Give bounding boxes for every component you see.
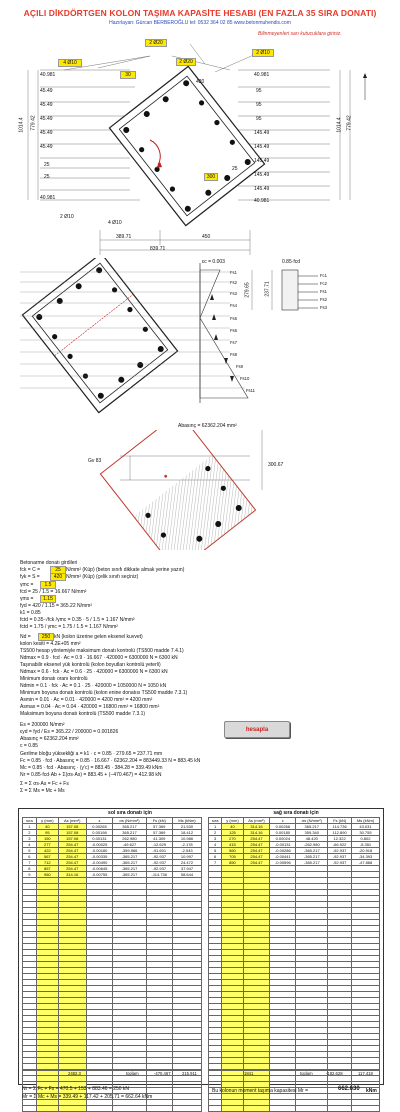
- eps-yd-line: εyd = fyd / Es = 365.22 / 200000 = 0.001826: [20, 729, 119, 735]
- table-cell: -0.00025: [86, 842, 113, 848]
- table-cell[interactable]: 254.47: [243, 836, 270, 842]
- table-cell: 365.217: [113, 830, 146, 836]
- depth-c-label: 279.65: [244, 282, 251, 298]
- steel-label-3: Fs3: [230, 291, 237, 296]
- table-cell[interactable]: 422: [36, 848, 58, 854]
- compression-zone-drawing: [0, 430, 400, 550]
- column-header: Fs (kN): [146, 818, 172, 824]
- es-line: Es = 200000 N/mm²: [20, 722, 65, 728]
- left-table-title: sol sıra donatı için: [108, 810, 152, 816]
- table-cell[interactable]: 560: [222, 848, 243, 854]
- column-header: y (mm): [36, 818, 58, 824]
- table-cell[interactable]: 314.16: [243, 824, 270, 830]
- result-unit: kNm: [366, 1088, 377, 1094]
- table-cell[interactable]: 157.08: [58, 836, 86, 842]
- check-line-5: Minimum donatı oranı kontrolü: [20, 676, 88, 682]
- column-header: ε: [270, 818, 296, 824]
- table-cell[interactable]: 254.47: [243, 854, 270, 860]
- bars-bottom-mid-label: 4 Ø10: [108, 220, 122, 226]
- table-cell: 0.00131: [86, 836, 113, 842]
- table-cell[interactable]: [243, 1106, 270, 1112]
- table-cell: 10.986: [172, 836, 201, 842]
- force-label-1: Fc1: [320, 273, 327, 278]
- table-cell: 57.369: [146, 824, 172, 830]
- table-cell: 37.947: [172, 866, 201, 872]
- nd-desc: kN (kolon üzerine gelen eksenel kuvvet): [54, 634, 143, 640]
- fck-label: fck = C =: [20, 567, 41, 573]
- gamma-s-input[interactable]: 1.15: [40, 595, 56, 603]
- block-line-1: Gerilme bloğu yüksekliği a = k1 · c = 0.85 · 279.65 = 237.71 mm: [20, 751, 163, 757]
- table-cell: 0.802: [351, 836, 379, 842]
- table-cell: [351, 1106, 379, 1112]
- table-cell: [86, 1106, 113, 1112]
- gamma-s-label: γms =: [20, 596, 34, 602]
- table-cell: -0.00645: [86, 866, 113, 872]
- left-dim-8: 25: [44, 174, 50, 180]
- table-cell: -0.00441: [270, 854, 296, 860]
- table-cell: 4: [23, 842, 37, 848]
- table-cell: -2.543: [172, 848, 201, 854]
- table-cell: -20.918: [351, 848, 379, 854]
- bars-bottom-left-label: 2 Ø10: [60, 214, 74, 220]
- check-line-10: Maksimum boyuna donatı kontrolü (TS500 madde 7.3.1): [20, 711, 146, 717]
- column-header: y (mm): [222, 818, 243, 824]
- table-cell: [209, 1106, 222, 1112]
- table-cell: -114.736: [146, 872, 172, 878]
- column-header: Ms (kNm): [172, 818, 201, 824]
- left-totals-row: [22, 1070, 202, 1076]
- table-cell[interactable]: [36, 1106, 58, 1112]
- nd-label: Nd =: [20, 634, 31, 640]
- table-cell: [113, 1106, 146, 1112]
- inputs-heading: Betonarme donatı girdileri: [20, 560, 78, 566]
- table-cell: [270, 1106, 296, 1112]
- table-cell: -0.00286: [270, 848, 296, 854]
- right-dim-3: 95: [256, 102, 262, 108]
- right-dim-6: 145.49: [254, 144, 270, 150]
- column-header: As (mm²): [243, 818, 270, 824]
- table-cell: 1: [209, 824, 222, 830]
- table-cell: 48.420: [296, 836, 328, 842]
- steel-label-11: Fs11: [246, 388, 255, 393]
- table-cell: -92.937: [146, 854, 172, 860]
- table-cell: 365.217: [113, 824, 146, 830]
- table-cell: -365.217: [113, 854, 146, 860]
- table-row: [209, 1106, 380, 1112]
- table-cell: [146, 1106, 172, 1112]
- table-cell: -0.00180: [86, 848, 113, 854]
- table-cell: 0.00198: [86, 830, 113, 836]
- bars-top-mid-input[interactable]: 2 Ø20: [145, 39, 167, 47]
- height-right: 779.42: [346, 115, 353, 131]
- fctd-line: fctd = 0.35·√fck /γmc = 0.35 · 5 / 1.5 = 1.167 N/mm²: [20, 617, 135, 623]
- bars-top-left-input[interactable]: 4 Ø10: [58, 59, 82, 67]
- table-cell[interactable]: 415: [222, 842, 243, 848]
- table-cell: -92.937: [146, 866, 172, 872]
- column-header: sıra: [23, 818, 37, 824]
- table-cell: 3: [23, 836, 37, 842]
- bars-top-right-input[interactable]: 2 Ø10: [252, 49, 274, 57]
- sum-line-2: Σ = Σ Ms = Mc + Ms: [20, 788, 65, 794]
- table-cell: 359.340: [296, 830, 328, 836]
- author-line: Hazırlayan: Gürcan BERBEROĞLU tel: 0532 364 02 85 www.betonmuhendis.com: [109, 20, 291, 26]
- table-cell: -66.922: [328, 842, 352, 848]
- right-dim-7: 145.49: [254, 158, 270, 164]
- compression-area: Abasınç = 62362.204 mm²: [178, 423, 237, 429]
- right-total-fs: -182.628: [326, 1071, 343, 1076]
- sum-line-1: Σ = Σ σs·As = Fc + Fs: [20, 781, 69, 787]
- table-cell[interactable]: 125: [222, 830, 243, 836]
- right-table-title: sağ sıra donatı için: [273, 810, 319, 816]
- table-cell[interactable]: 157.08: [58, 830, 86, 836]
- table-cell: -92.937: [328, 854, 352, 860]
- check-line-1: TS500 hesap yöntemiyle maksimum donatı kontrolü (TS500 madde 7.4.1): [20, 648, 184, 654]
- table-cell: -365.217: [296, 848, 328, 854]
- right-total-label: toplam: [300, 1071, 313, 1076]
- left-total-fs: -470.467: [154, 1071, 171, 1076]
- table-row: [23, 1106, 202, 1112]
- steel-label-4: Fs4: [230, 303, 237, 308]
- left-dim-9: 40.981: [40, 195, 56, 201]
- right-dim-9: 145.49: [254, 186, 270, 192]
- table-cell[interactable]: 254.47: [243, 848, 270, 854]
- c-line: c = 0.85: [20, 743, 38, 749]
- fyk-input[interactable]: 420: [50, 573, 66, 581]
- table-cell: -91.601: [146, 848, 172, 854]
- table-cell: -0.00755: [86, 872, 113, 878]
- fck-input[interactable]: 25: [50, 566, 66, 574]
- angle-input[interactable]: 30: [120, 71, 136, 79]
- table-cell[interactable]: 277: [36, 842, 58, 848]
- left-rebar-table: [22, 817, 202, 1112]
- block-line-4: Nr = 0.85·fcd·Ab + Σ(σs·As) = 883.45 + (−470.467) = 412.98 kN: [20, 772, 162, 778]
- table-cell: 9: [23, 872, 37, 878]
- table-cell: -0.00490: [86, 860, 113, 866]
- table-cell: 7: [23, 860, 37, 866]
- calculate-button[interactable]: hesapla: [224, 721, 290, 738]
- table-cell: 112.890: [328, 830, 352, 836]
- cover-label: 25: [232, 166, 238, 172]
- steel-label-10: Fs10: [240, 376, 250, 381]
- table-cell[interactable]: 254.47: [58, 854, 86, 860]
- table-cell: -0.00131: [270, 842, 296, 848]
- right-dim-2: 95: [256, 88, 262, 94]
- table-cell: 30.755: [351, 830, 379, 836]
- force-label-5: Fs3: [320, 305, 327, 310]
- left-dim-3: 45.49: [40, 102, 53, 108]
- table-cell: -365.217: [296, 854, 328, 860]
- table-cell: [172, 1106, 201, 1112]
- dim-w-label: 420: [196, 79, 205, 85]
- table-cell: -34.393: [351, 854, 379, 860]
- left-total-as: 2482.3: [68, 1071, 81, 1076]
- steel-label-6: Fs6: [230, 328, 237, 333]
- fyd-line: fyd = 420 / 1.15 = 365.22 N/mm²: [20, 603, 92, 609]
- steel-label-1: Fs1: [230, 270, 237, 275]
- left-dim-4: 45.49: [40, 116, 53, 122]
- fctd2-line: fctd = 1.75 / γmc = 1.75 / 1.5 = 1.167 N/mm²: [20, 624, 118, 630]
- table-cell[interactable]: 150: [36, 836, 58, 842]
- steel-label-9: Fs9: [236, 364, 243, 369]
- table-cell: 365.217: [296, 824, 328, 830]
- check-line-3: Taşınabilir eksenel yük kontrolü (kolon boyutları kontrolü yeterli): [20, 662, 161, 668]
- table-cell[interactable]: 857: [36, 866, 58, 872]
- table-cell: 21.530: [172, 824, 201, 830]
- table-cell[interactable]: 567: [36, 854, 58, 860]
- table-cell[interactable]: 40: [222, 824, 243, 830]
- table-cell: -262.980: [296, 842, 328, 848]
- dim-b-label: 300.67: [268, 462, 284, 468]
- table-cell: 2: [23, 830, 37, 836]
- table-cell: 6: [23, 854, 37, 860]
- width-total: 839.71: [150, 246, 166, 252]
- table-cell[interactable]: 960: [36, 872, 58, 878]
- right-rebar-table: [208, 817, 380, 1112]
- gamma-c-label: γmc =: [20, 582, 34, 588]
- table-cell[interactable]: 314.16: [243, 830, 270, 836]
- column-section-drawing: [0, 30, 400, 286]
- table-cell: 58.644: [172, 872, 201, 878]
- k1-line: k1 = 0.85: [20, 610, 41, 616]
- table-cell[interactable]: 40: [36, 824, 58, 830]
- gamma-c-input[interactable]: 1.5: [40, 581, 56, 589]
- table-cell: 7: [209, 860, 222, 866]
- table-cell[interactable]: [58, 1106, 86, 1112]
- nd-input[interactable]: 250: [38, 633, 54, 641]
- table-cell: -0.00335: [86, 854, 113, 860]
- right-dim-10: 40.981: [254, 198, 270, 204]
- left-total-ms: 215.911: [182, 1071, 197, 1076]
- left-dim-1: 40.981: [40, 72, 56, 78]
- column-header: ε: [86, 818, 113, 824]
- table-cell: 0.00266: [270, 824, 296, 830]
- table-cell: 5: [209, 848, 222, 854]
- table-cell: 12.322: [328, 836, 352, 842]
- table-cell: -5.351: [351, 842, 379, 848]
- result-label: Bu kolonun moment taşıma kapasitesi Mr =: [212, 1088, 309, 1094]
- table-cell: -0.00596: [270, 860, 296, 866]
- right-dim-1: 40.981: [254, 72, 270, 78]
- table-cell[interactable]: [222, 1106, 243, 1112]
- table-cell: -365.217: [113, 866, 146, 872]
- table-cell[interactable]: 254.47: [243, 860, 270, 866]
- table-cell: 0.00180: [270, 830, 296, 836]
- right-dim-4: 95: [256, 116, 262, 122]
- table-cell: 6: [209, 854, 222, 860]
- table-cell[interactable]: 254.47: [58, 860, 86, 866]
- height-total: 1014.4: [18, 117, 25, 133]
- left-total-label: toplam: [126, 1071, 139, 1076]
- table-cell: 4: [209, 842, 222, 848]
- check-line-8: Asmin = 0.01 · Ac = 0.01 · 420000 = 4200 mm² = 4200 mm²: [20, 697, 153, 703]
- result-value: 662.630: [338, 1086, 360, 1092]
- table-cell[interactable]: 95: [36, 830, 58, 836]
- fck-desc: N/mm² (Küp) (beton sınıfı dikkate almak yerine yazın): [66, 567, 185, 573]
- strain-force-diagram: [0, 258, 400, 428]
- steel-label-8: Fs8: [230, 352, 237, 357]
- fc-label: 0.85·fcd: [282, 259, 301, 265]
- left-dim-6: 45.49: [40, 144, 53, 150]
- column-header: σs (N/mm²): [113, 818, 146, 824]
- table-cell: [328, 1106, 352, 1112]
- table-cell[interactable]: 705: [222, 854, 243, 860]
- table-cell[interactable]: 850: [222, 860, 243, 866]
- table-cell[interactable]: 157.08: [58, 824, 86, 830]
- check-line-6: Ndmin = 0.1 · fck · Ac = 0.1 · 25 · 420000 = 1050000 N = 1050 kN: [20, 683, 167, 689]
- table-cell: 114.736: [328, 824, 352, 830]
- table-cell[interactable]: 314.16: [58, 872, 86, 878]
- check-line-4: Ndmax = 0.6 · fck · Ac = 0.6 · 25 · 420000 = 6300000 N = 6300 kN: [20, 669, 168, 675]
- table-cell: 3: [209, 836, 222, 842]
- block-line-2: Fc = 0.85 · fcd · Abasınç = 0.85 · 16.667 · 62362.204 = 883449.33 N = 883.45 kN: [20, 758, 201, 764]
- table-cell: 18.412: [172, 830, 201, 836]
- eps-cu-label: εc = 0.003: [202, 259, 225, 265]
- table-cell: -12.629: [146, 842, 172, 848]
- force-label-4: Fs2: [320, 297, 327, 302]
- table-cell: 0.00024: [270, 836, 296, 842]
- width-left: 389.71: [116, 234, 132, 240]
- table-cell[interactable]: 254.47: [58, 866, 86, 872]
- area-line: Abasınç = 62362.204 mm²: [20, 736, 79, 742]
- right-total-ms: 117.418: [358, 1071, 373, 1076]
- table-cell: 262.980: [113, 836, 146, 842]
- table-cell[interactable]: 270: [222, 836, 243, 842]
- column-header: sıra: [209, 818, 222, 824]
- table-cell: 10.997: [172, 854, 201, 860]
- block-line-3: Mc = 0.85 · fcd · Abasınç · (y'c) = 883.45 · 384.28 = 339.49 kNm: [20, 765, 163, 771]
- footer-line-2: Mr = Σ Mc + Ms = 339.49 + 117.42 + 205.71 = 662.64 kNm: [22, 1094, 153, 1100]
- column-header: σs (N/mm²): [296, 818, 328, 824]
- column-header: As (mm²): [58, 818, 86, 824]
- height-left: 779.42: [30, 115, 37, 131]
- fyk-desc: N/mm² (Küp) (çelik sınıfı seçiniz): [66, 574, 139, 580]
- table-cell: 2: [209, 830, 222, 836]
- steel-label-2: Fs2: [230, 280, 237, 285]
- bars-top-mid2-input[interactable]: 2 Ø20: [176, 58, 196, 66]
- height-right-total: 1014.4: [336, 117, 343, 133]
- page-title: AÇILI DİKDÖRTGEN KOLON TAŞIMA KAPASİTE HESABI (EN FAZLA 35 SIRA DONATI): [23, 8, 377, 18]
- table-cell[interactable]: 712: [36, 860, 58, 866]
- force-label-2: Fc2: [320, 281, 327, 286]
- table-cell: -365.217: [113, 860, 146, 866]
- check-line-9: Asmax = 0.04 · Ac = 0.04 · 420000 = 16800 mm² = 16800 mm²: [20, 704, 160, 710]
- table-cell: [23, 1106, 37, 1112]
- left-dim-5: 45.49: [40, 130, 53, 136]
- left-dim-2: 45.49: [40, 88, 53, 94]
- table-cell: [296, 1106, 328, 1112]
- footer-line-1: Nr = Σ Fc + Fs = 470.5 + 153 + 883.46 = 250 kN: [22, 1086, 130, 1092]
- column-header: Ms (kNm): [351, 818, 379, 824]
- table-cell: -365.217: [296, 860, 328, 866]
- steel-label-7: Fs7: [230, 340, 237, 345]
- table-cell: 1: [23, 824, 37, 830]
- check-line-2: Ndmax = 0.9 · fcd · Ac = 0.9 · 16.667 · 420000 = 6300000 N = 6300 kN: [20, 655, 178, 661]
- table-cell: -92.937: [328, 848, 352, 854]
- left-dim-7: 25: [44, 162, 50, 168]
- fyk-label: fyk = S =: [20, 574, 40, 580]
- table-cell: -365.217: [113, 872, 146, 878]
- dim-h-input[interactable]: 300: [204, 173, 218, 181]
- right-dim-8: 145.49: [254, 172, 270, 178]
- steel-label-5: Fs5: [230, 316, 237, 321]
- table-cell: 0.00265: [86, 824, 113, 830]
- table-cell: -92.937: [328, 860, 352, 866]
- input-hint: Bilinmeyenleri sarı kutucuklara giriniz.: [258, 31, 342, 37]
- depth-a-label: 237.71: [264, 281, 271, 297]
- table-cell: 8: [23, 866, 37, 872]
- right-total-as: 1841: [244, 1071, 254, 1076]
- right-dim-5: 145.49: [254, 130, 270, 136]
- table-cell: 24.472: [172, 860, 201, 866]
- table-cell[interactable]: 254.47: [243, 842, 270, 848]
- right-totals-row: [208, 1070, 380, 1076]
- width-right: 450: [202, 234, 211, 240]
- check-line-7: Minimum boyuna donatı kontrolü (kolon enine donatısı TS500 madde 7.3.1): [20, 690, 188, 696]
- table-cell: -47.868: [351, 860, 379, 866]
- table-cell[interactable]: 254.47: [58, 848, 86, 854]
- table-cell: 57.369: [146, 830, 172, 836]
- fcd-line: fcd = 25 / 1.5 = 16.667 N/mm²: [20, 589, 87, 595]
- force-label-3: Fs1: [320, 289, 327, 294]
- table-cell: -359.966: [113, 848, 146, 854]
- dim-a-label: Gv 83: [88, 458, 102, 464]
- table-cell: 5: [23, 848, 37, 854]
- table-cell: 41.309: [146, 836, 172, 842]
- table-cell: -49.627: [113, 842, 146, 848]
- table-cell: -2.178: [172, 842, 201, 848]
- table-cell: -92.937: [146, 860, 172, 866]
- ac-line: kolon kesiti = 4.2E+05 mm²: [20, 641, 81, 647]
- table-cell: 43.031: [351, 824, 379, 830]
- column-header: Fs (kN): [328, 818, 352, 824]
- table-cell[interactable]: 254.47: [58, 842, 86, 848]
